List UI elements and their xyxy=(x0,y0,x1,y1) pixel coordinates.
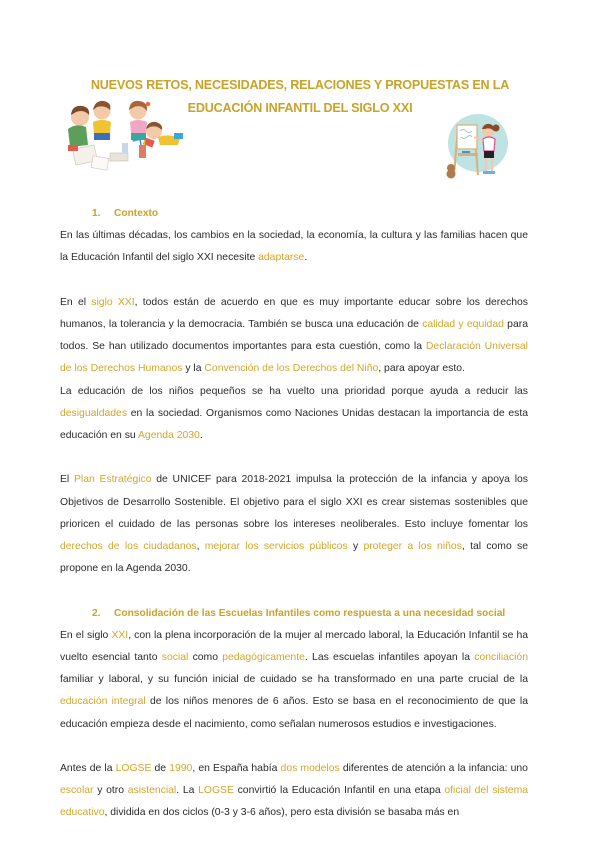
children-playing-illustration xyxy=(62,95,187,173)
highlighted-keyword: LOGSE xyxy=(198,785,234,797)
body-text: en la sociedad. Organismos como Naciones Unidas destacan la importancia de esta educación en su xyxy=(60,407,528,442)
body-text: familiar y laboral, y su función inicial de cuidado se ha transformado en una parte crucial de la xyxy=(60,674,528,686)
body-text: El xyxy=(60,474,74,486)
section-title: Consolidación de las Escuelas Infantiles como respuesta a una necesidad social xyxy=(114,607,506,619)
highlighted-keyword: Convención de los Derechos del Niño xyxy=(204,363,379,375)
body-text: de xyxy=(151,763,170,775)
body-text: , con la plena incorporación de la mujer al mercado laboral, la Educación Infantil se ha vuelto esencial tanto xyxy=(60,629,529,664)
body-text: , para apoyar esto. xyxy=(378,363,465,375)
section-number: 1. xyxy=(92,208,101,219)
body-text: En el xyxy=(60,296,92,308)
highlighted-keyword: Declaración Universal de los Derechos Humanos xyxy=(60,341,528,375)
body-text: En el siglo xyxy=(60,629,112,641)
highlighted-keyword: dos modelos xyxy=(280,763,340,775)
highlighted-keyword: social xyxy=(161,652,189,664)
body-text: . Las escuelas infantiles apoyan la xyxy=(304,652,475,664)
paragraph xyxy=(60,381,528,448)
body-text: diferentes de atención a la infancia: uno xyxy=(339,763,528,775)
highlighted-keyword: Plan Estratégico xyxy=(73,474,152,486)
body-text: , dividida en dos ciclos (0-3 y 3-6 años), pero esta división se basaba más en xyxy=(104,807,460,819)
highlighted-keyword: LOGSE xyxy=(115,763,152,775)
body-text: , xyxy=(196,541,205,553)
body-text: de UNICEF para 2018-2021 impulsa la protección de la infancia y apoya los Objetivos de Desarrollo Sostenible. El objetivo para el siglo XXI es crear sistemas sostenibles que prioricen el cuidado de las personas sobre los intereses neoliberales. Esto incluye fomentar los xyxy=(60,474,528,530)
body-text: como xyxy=(188,652,223,664)
highlighted-keyword: escolar xyxy=(60,785,94,797)
document-title-line-1: NUEVOS RETOS, NECESIDADES, RELACIONES Y PROPUESTAS EN LA xyxy=(90,78,510,92)
body-text: , en España había xyxy=(192,763,281,775)
body-text: La educación de los niños pequeños se ha vuelto una prioridad porque ayuda a reducir las xyxy=(60,385,528,397)
highlighted-keyword: XXI xyxy=(111,629,129,641)
highlighted-keyword: asistencial xyxy=(127,785,177,797)
paragraph xyxy=(60,292,528,381)
section-title: Contexto xyxy=(114,208,159,219)
body-text: para todos. Se han utilizado documentos importantes para esta cuestión, como la xyxy=(60,319,528,353)
highlighted-keyword: pedagógicamente xyxy=(222,652,305,664)
highlighted-keyword: 1990 xyxy=(169,763,193,775)
body-text: Antes de la xyxy=(60,763,116,775)
body-text: de los niños menores de 6 años. Esto se basa en el reconocimiento de que la educación empieza desde el nacimiento, como señalan numerosos estudios e investigaciones. xyxy=(60,696,529,730)
section-heading-consolidacion xyxy=(60,603,528,625)
highlighted-keyword: derechos de los ciudadanos xyxy=(60,541,197,553)
body-text: y xyxy=(347,541,364,553)
body-text: y la xyxy=(182,363,205,375)
paragraph xyxy=(60,469,528,580)
body-text: y otro xyxy=(93,785,128,797)
section-number: 2. xyxy=(92,607,101,619)
highlighted-keyword: Agenda 2030 xyxy=(138,430,200,442)
body-text: . xyxy=(304,252,308,264)
highlighted-keyword: educación integral xyxy=(60,696,146,708)
highlighted-keyword: siglo XXI xyxy=(91,296,135,308)
paragraph xyxy=(60,758,528,825)
section-heading-contexto xyxy=(60,203,528,225)
highlighted-keyword: conciliación xyxy=(474,652,528,664)
body-text: , tal como se propone en la Agenda 2030. xyxy=(60,541,529,575)
body-text: convirtió la Educación Infantil en una etapa xyxy=(233,785,445,797)
paragraph xyxy=(60,225,528,269)
body-text: . La xyxy=(176,785,199,797)
body-text: En las últimas décadas, los cambios en la sociedad, la economía, la cultura y las familias hacen que la Educación Infantil del siglo XXI necesite xyxy=(60,230,528,264)
body-text: , todos están de acuerdo en que es muy importante educar sobre los derechos humanos, la tolerancia y la democracia. También se busca una educación de xyxy=(60,296,528,330)
document-body xyxy=(60,203,528,825)
girl-painting-illustration xyxy=(444,113,508,179)
highlighted-keyword: mejorar los servicios públicos xyxy=(204,541,348,553)
body-text: . xyxy=(199,430,203,442)
highlighted-keyword: desigualdades xyxy=(60,407,128,419)
paragraph xyxy=(60,625,528,736)
highlighted-keyword: calidad y equidad xyxy=(422,319,504,330)
document-title-line-2: EDUCACIÓN INFANTIL DEL SIGLO XXI xyxy=(187,101,413,115)
highlighted-keyword: adaptarse xyxy=(258,252,305,264)
highlighted-keyword: proteger a los niños xyxy=(363,541,462,553)
highlighted-keyword: oficial del sistema educativo xyxy=(60,785,528,819)
